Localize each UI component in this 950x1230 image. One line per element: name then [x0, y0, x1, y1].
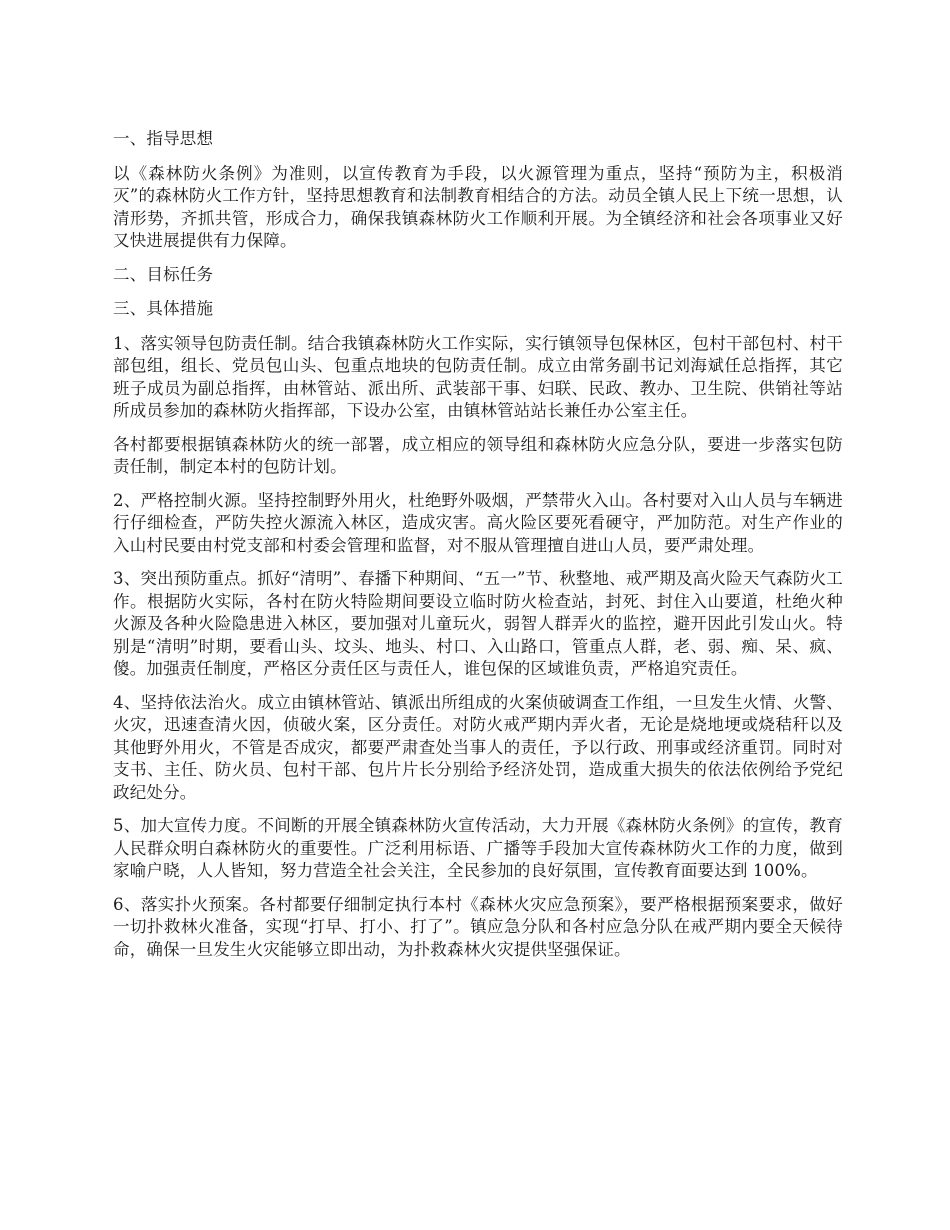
- section-heading-measures: 三、具体措施: [113, 299, 214, 318]
- paragraph-measure-4: 4、坚持依法治火。成立由镇林管站、镇派出所组成的火案侦破调查工作组，一旦发生火情、火警、火灾，迅速查清火因，侦破火案，区分责任。对防火戒严期内弄火者，无论是烧地埂或烧秸秆以及其他野外用火，不管是否成灾，都要严肃查处当事人的责任，予以行政、刑事或经济重罚。同时对支书、主任、防火员、包村干部、包片片长分别给予经济处罚，造成重大损失的依法依例给予党纪政纪处分。: [113, 692, 843, 802]
- paragraph-measure-5: 5、加大宣传力度。不间断的开展全镇森林防火宣传活动，大力开展《森林防火条例》的宣传，教育人民群众明白森林防火的重要性。广泛利用标语、广播等手段加大宣传森林防火工作的力度，做到家喻户晓，人人皆知，努力营造全社会关注，全民参加的良好氛围，宣传教育面要达到 100%。: [113, 816, 843, 880]
- section-heading-objectives: 二、目标任务: [113, 264, 214, 284]
- paragraph-measure-1-followup: 各村都要根据镇森林防火的统一部署，成立相应的领导组和森林防火应急分队，要进一步落实包防责任制，制定本村的包防计划。: [113, 434, 843, 476]
- paragraph-measure-1: 1、落实领导包防责任制。结合我镇森林防火工作实际，实行镇领导包保林区，包村干部包村、村干部包组，组长、党员包山头、包重点地块的包防责任制。成立由常务副书记刘海斌任总指挥，其它班子成员为副总指挥，由林管站、派出所、武装部干事、妇联、民政、教办、卫生院、供销社等站所成员参加的森林防火指挥部，下设办公室，由镇林管站站长兼任办公室主任。: [113, 333, 843, 420]
- paragraph-measure-6: 6、落实扑火预案。各村都要仔细制定执行本村《森林火灾应急预案》，要严格根据预案要求，做好一切扑救林火准备，实现“打早、打小、打了”。镇应急分队和各村应急分队在戒严期内要全天候待命，确保一旦发生火灾能够立即出动，为扑救森林火灾提供坚强保证。: [113, 894, 843, 959]
- paragraph-measure-2: 2、严格控制火源。坚持控制野外用火，杜绝野外吸烟，严禁带火入山。各村要对入山人员与车辆进行仔细检查，严防失控火源流入林区，造成灾害。高火险区要死看硬守，严加防范。对生产作业的入山村民要由村党支部和村委会管理和监督，对不服从管理擅自进山人员，要严肃处理。: [113, 490, 843, 555]
- paragraph-guiding-ideology: 以《森林防火条例》为准则，以宣传教育为手段，以火源管理为重点，坚持“预防为主，积极消灭”的森林防火工作方针，坚持思想教育和法制教育相结合的方法。动员全镇人民上下统一思想，认清形势，齐抓共管，形成合力，确保我镇森林防火工作顺利开展。为全镇经济和社会各项事业又好又快进展提供有力保障。: [113, 163, 843, 250]
- paragraph-measure-3: 3、突出预防重点。抓好“清明”、春播下种期间、“五一”节、秋整地、戒严期及高火险天气森防火工作。根据防火实际，各村在防火特险期间要设立临时防火检查站，封死、封住入山要道，杜绝火种火源及各种火险隐患进入林区，要加强对儿童玩火，弱智人群弄火的监控，避开因此引发山火。特别是“清明”时期，要看山头、坟头、地头、村口、入山路口，管重点人群，老、弱、痴、呆、疯、傻。加强责任制度，严格区分责任区与责任人，谁包保的区域谁负责，严格追究责任。: [113, 569, 843, 678]
- section-heading-guiding-ideology: 一、指导思想: [113, 129, 214, 148]
- document-body: [113, 128, 843, 972]
